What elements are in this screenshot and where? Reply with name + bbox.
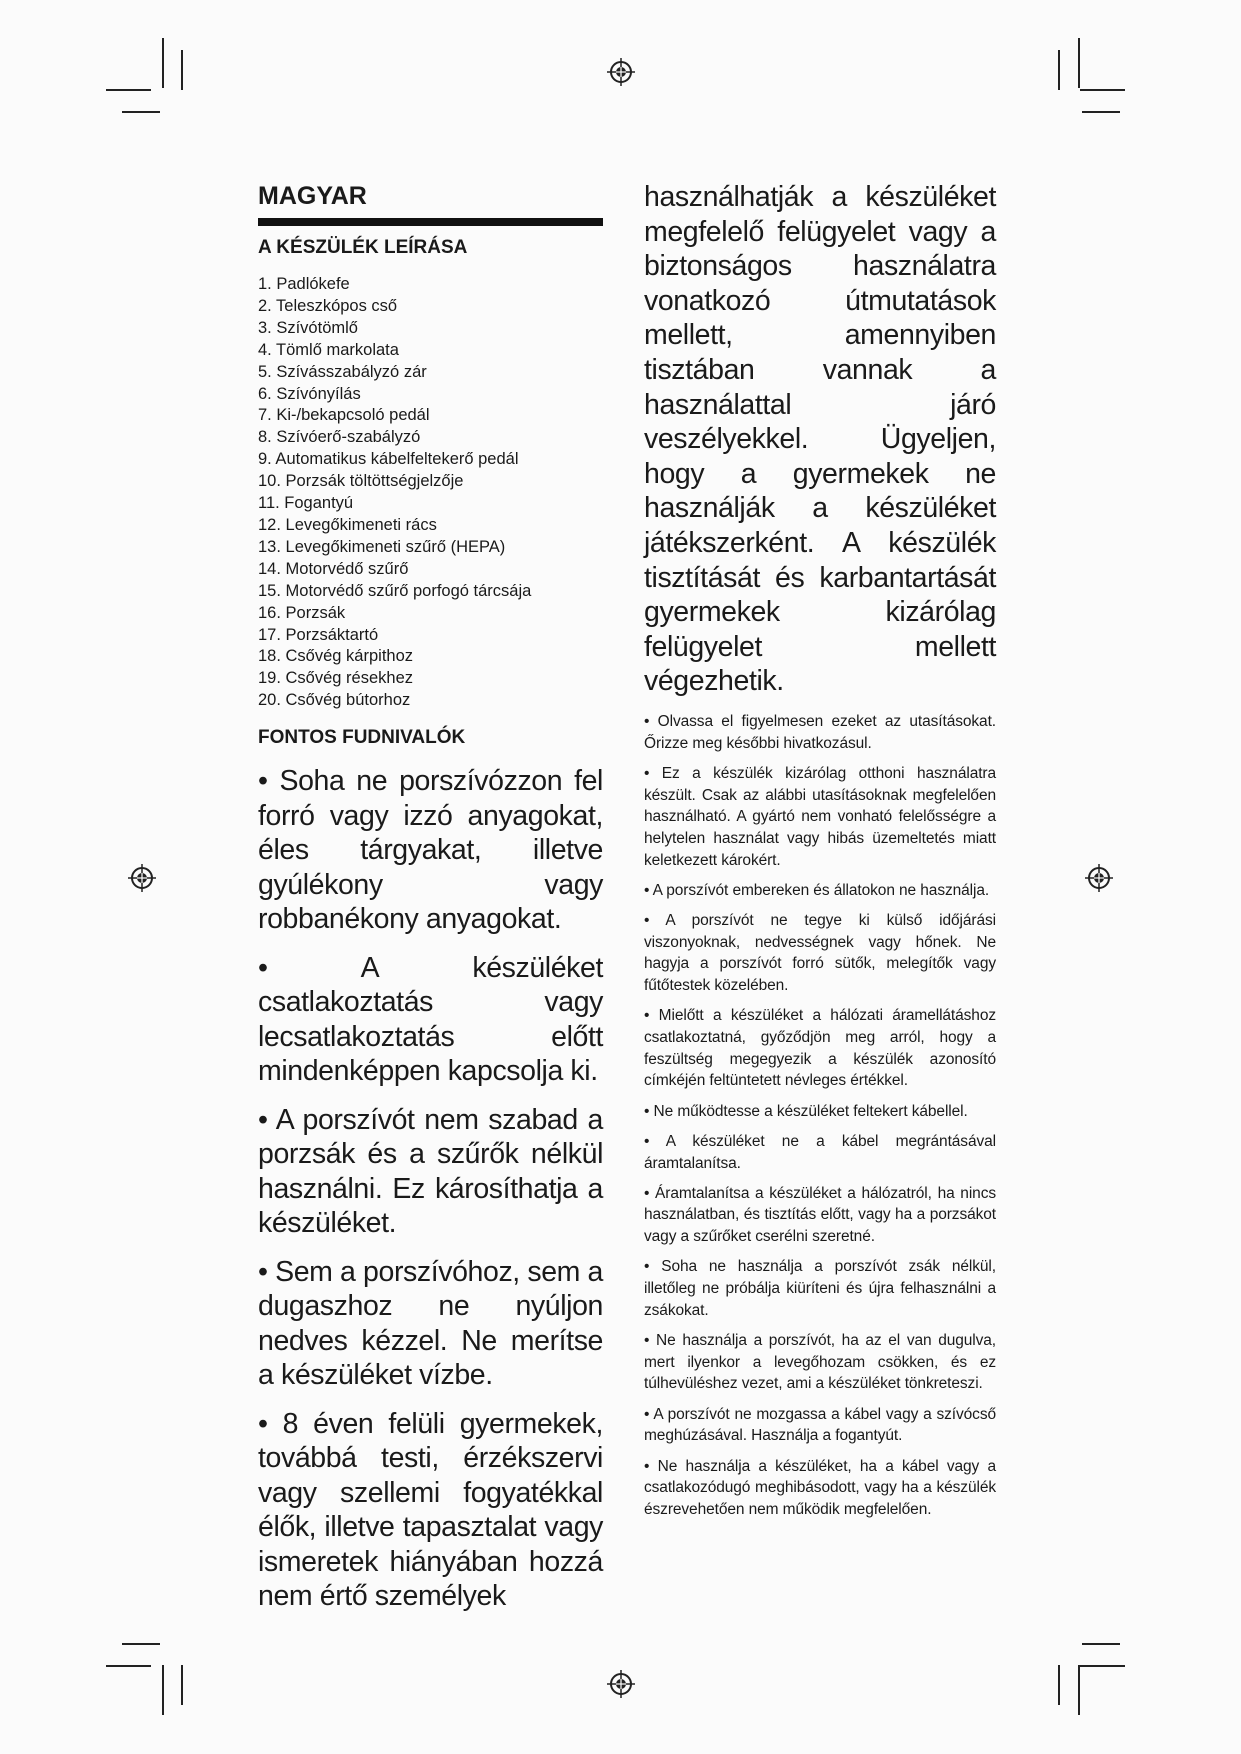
crosshair-registration-icon [606, 57, 636, 87]
parts-list [258, 274, 603, 712]
list-item: 16. Porzsák [258, 603, 346, 622]
heading-rule [258, 218, 603, 226]
instruction-paragraph: • Ne működtesse a készüléket feltekert kábellel. [644, 1102, 968, 1120]
list-item: 12. Levegőkimeneti rács [258, 515, 437, 534]
crop-mark [162, 38, 164, 88]
list-item: 13. Levegőkimeneti szűrő (HEPA) [258, 537, 506, 556]
instruction-paragraph: • A készüléket ne a kábel megrántásával áramtalanítsa. [644, 1132, 996, 1172]
crosshair-registration-icon [1084, 863, 1114, 893]
list-item: 14. Motorvédő szűrő [258, 559, 409, 578]
list-item: 4. Tömlő markolata [258, 340, 399, 359]
instruction-paragraph: • Ne használja a porszívót, ha az el van dugulva, mert ilyenkor a levegőhozam csökken, és ez túlhevüléshez vezet, ami a készüléket tönkreteszi. [644, 1331, 996, 1393]
right-column [644, 180, 996, 1529]
list-item: 8. Szívóerő-szabályzó [258, 428, 421, 447]
list-item: 17. Porzsáktartó [258, 625, 379, 644]
list-item: 19. Csővég résekhez [258, 669, 414, 688]
crop-mark [122, 1643, 160, 1645]
list-item: 1. Padlókefe [258, 275, 350, 293]
warning-paragraph: • 8 éven felüli gyermekek, továbbá testi, érzékszervi vagy szellemi fogyatékkal élők, illetve tapasztalat vagy ismeretek hiányában hozzá nem értő személyek [258, 1407, 603, 1613]
warning-paragraph: • Sem a porszívóhoz, sem a dugaszhoz ne nyúljon nedves kézzel. Ne merítse a készüléket vízbe. [258, 1255, 603, 1392]
list-item: 10. Porzsák töltöttségjelzője [258, 472, 464, 491]
crop-mark [1078, 38, 1080, 88]
list-item: 7. Ki-/bekapcsoló pedál [258, 406, 430, 425]
crosshair-registration-icon [606, 1669, 636, 1699]
crop-mark [1058, 50, 1060, 90]
instruction-paragraph: • A porszívót ne mozgassa a kábel vagy a szívócső meghúzásával. Használja a fogantyút. [644, 1405, 996, 1445]
crop-mark [1082, 1643, 1120, 1645]
left-column [258, 180, 603, 1628]
instruction-paragraph: • Áramtalanítsa a készüléket a hálózatról, ha nincs használatban, és tisztítás előtt, vagy ha a porzsákot vagy a szűrőket cserélni szeretné. [644, 1184, 996, 1246]
warning-paragraph: • A porszívót nem szabad a porzsák és a szűrők nélkül használni. Ez károsíthatja a készüléket. [258, 1103, 603, 1240]
list-item: 20. Csővég bútorhoz [258, 691, 411, 710]
section-title-important: FONTOS FUDNIVALÓK [258, 727, 466, 749]
crop-mark [1058, 1665, 1060, 1705]
instruction-paragraph: • A porszívót embereken és állatokon ne használja. [644, 881, 990, 899]
crop-mark [162, 1665, 164, 1715]
crop-mark [1080, 1665, 1125, 1667]
crop-mark [1080, 89, 1125, 91]
crosshair-registration-icon [127, 863, 157, 893]
crop-mark [1082, 111, 1120, 113]
instruction-paragraph: • A porszívót ne tegye ki külső időjárási viszonyoknak, nedvességnek vagy hőnek. Ne hagyja a porszívót forró sütők, melegítők vagy fűtőtestek közelében. [644, 912, 996, 995]
crop-mark [106, 1665, 151, 1667]
list-item: 6. Szívónyílás [258, 384, 361, 403]
crop-mark [181, 50, 183, 90]
warning-paragraph: • Soha ne porszívózzon fel forró vagy izzó anyagokat, éles tárgyakat, illetve gyúlékony vagy robbanékony anyagokat. [258, 765, 603, 936]
warning-paragraph: • A készüléket csatlakoztatás vagy lecsatlakoztatás előtt mindenképpen kapcsolja ki. [258, 951, 603, 1088]
crop-mark [106, 89, 151, 91]
language-heading: MAGYAR [258, 182, 367, 210]
crop-mark [1078, 1665, 1080, 1715]
list-item: 5. Szívásszabályzó zár [258, 362, 427, 381]
instruction-paragraph: • Olvassa el figyelmesen ezeket az utasításokat. Őrizze meg későbbi hivatkozásul. [644, 712, 996, 752]
list-item: 2. Teleszkópos cső [258, 296, 398, 315]
instruction-paragraph: • Mielőtt a készüléket a hálózati áramellátáshoz csatlakoztatná, győződjön meg arról, hogy a feszültség megegyezik a készülék azonosító címkéjén feltüntetett névleges értékkel. [644, 1007, 996, 1090]
warning-paragraph-continuation: használhatják a készüléket megfelelő felügyelet vagy a biztonságos használatra vonatkozó útmutatások mellett, amennyiben tisztában vannak a használattal járó veszélyekkel. Ügyeljen, hogy a gyermekek ne használják a készüléket játékszerként. A készülék tisztítását és karbantartását gyermekek kizárólag felügyelet mellett végezhetik. [644, 181, 996, 698]
section-title-description: A KÉSZÜLÉK LEÍRÁSA [258, 237, 468, 258]
list-item: 15. Motorvédő szűrő porfogó tárcsája [258, 581, 532, 600]
instruction-paragraph: • Ne használja a készüléket, ha a kábel vagy a csatlakozódugó meghibásodott, vagy ha a készülék észrevehetően nem működik megfelelően. [644, 1457, 996, 1518]
list-item: 11. Fogantyú [258, 494, 354, 513]
crop-mark [181, 1665, 183, 1705]
instruction-paragraph: • Soha ne használja a porszívót zsák nélkül, illetőleg ne próbálja kiüríteni és újra felhasználni a zsákokat. [644, 1258, 996, 1319]
instruction-paragraph: • Ez a készülék kizárólag otthoni használatra készült. Csak az alábbi utasításoknak megfelelően használható. A gyártó nem vonható felelősségre a helytelen használat vagy hibás üzemeltetés miatt keletkezett károkért. [644, 764, 996, 869]
crop-mark [122, 111, 160, 113]
list-item: 18. Csővég kárpithoz [258, 647, 414, 666]
list-item: 3. Szívótömlő [258, 318, 358, 337]
list-item: 9. Automatikus kábelfeltekerő pedál [258, 450, 519, 469]
